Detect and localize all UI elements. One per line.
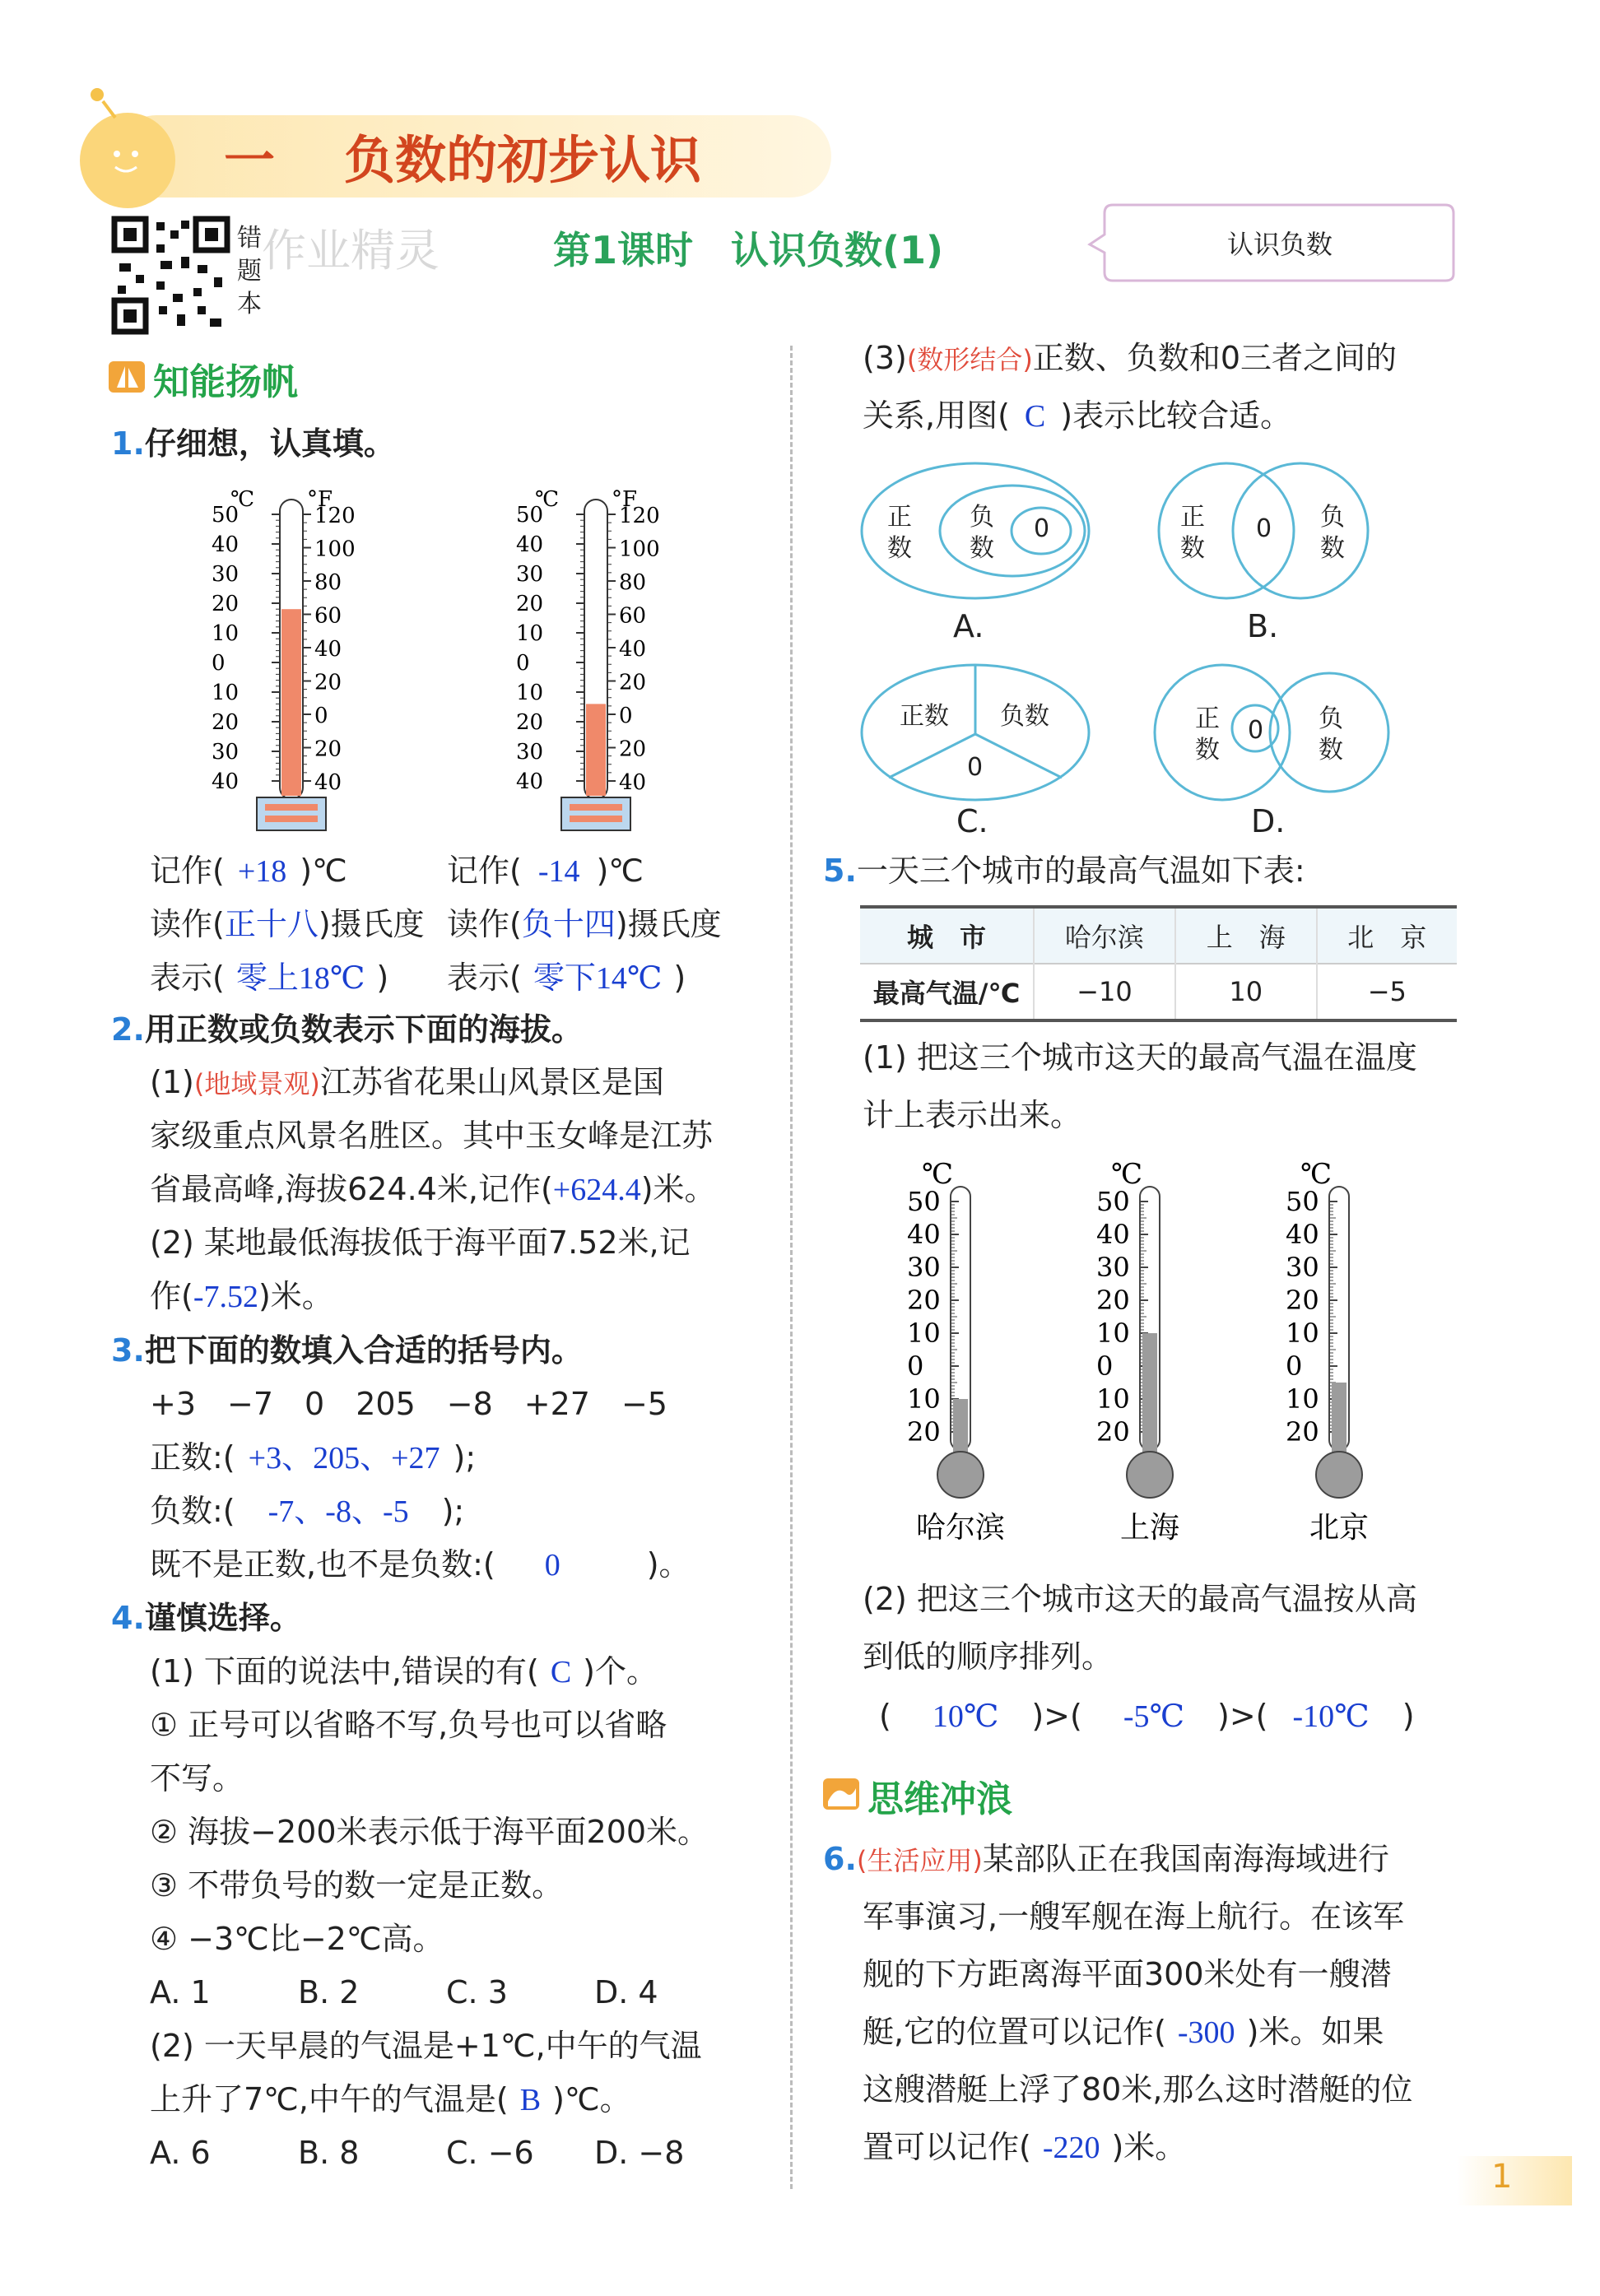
unit-c-label: ℃ [535,487,560,512]
tag-regional: (地域景观) [193,1068,320,1099]
venn-b-negative: 负数 [1320,503,1345,563]
q4-options-2 [150,2134,684,2173]
scale-label: 40 [1286,1219,1319,1250]
scale-c-label: 30 [212,740,240,765]
venn-b-zero: 0 [1256,514,1272,543]
scale-c-label: 30 [516,740,544,765]
thermometer-1 [210,481,374,835]
answer-q6-2: -220 [1042,2131,1100,2165]
answer-q1-t1-record: +18 [237,854,287,889]
q1-t1-read: 读作(正十八)摄氏度 [150,906,425,942]
scale-label: 50 [1286,1186,1319,1217]
scale-c-label: 40 [212,769,240,794]
scale-c-label: 10 [516,621,544,646]
venn-a-positive: 正数 [887,503,912,563]
scale-c-label: 40 [212,532,240,557]
q5-p1-line2: 计上表示出来。 [863,1097,1082,1133]
q5-p2-line1: (2) 把这三个城市这天的最高气温按从高 [863,1581,1417,1617]
base-stripe [265,816,318,822]
qr-label: 错题本 [237,224,262,318]
table-header: 上 海 [1175,907,1317,964]
scale-f-label: 40 [619,770,647,795]
base-stripe [570,804,622,811]
city-label: 北京 [1309,1511,1370,1545]
scale-label: 10 [1286,1318,1319,1349]
scale-f-label: 20 [619,737,647,762]
scale-c-label: 20 [516,592,544,616]
scale-f-label: 0 [619,704,633,728]
venn-c-zero: 0 [967,753,984,782]
q1-t1-record: 记作( +18 )℃ [150,853,347,889]
mercury-column [586,704,606,796]
venn-a-label: A. [953,608,984,644]
q5-title: 一天三个城市的最高气温如下表: [856,853,1305,889]
q2-p1-line2: 家级重点风景名胜区。其中玉女峰是江苏 [150,1118,714,1154]
unit-f-label: °F [307,487,333,512]
q4-statement-3: ③ 不带负号的数一定是正数。 [150,1867,564,1903]
city-label: 上海 [1119,1511,1180,1545]
q1-number: 1. [111,425,145,462]
table-header: 哈尔滨 [1034,907,1175,964]
scale-label: 20 [907,1285,941,1316]
base-stripe [265,804,318,811]
scale-f-label: 60 [619,603,647,629]
scale-f-label: 40 [619,637,647,662]
q6-line6: 置可以记作( -220 )米。 [863,2129,1187,2165]
q4-statement-4: ④ −3℃比−2℃高。 [150,1921,444,1957]
tag-number-shape: (数形结合) [906,344,1033,375]
answer-q1-t2-mean: 零下14℃ [533,961,663,996]
q4-statement-2: ② 海拔−200米表示低于海平面200米。 [150,1814,709,1850]
venn-a-negative: 负数 [970,503,994,563]
q2-p2-line1: (2) 某地最低海拔低于海平面7.52米,记 [150,1225,691,1261]
scale-c-label: 20 [212,710,240,735]
q4-options-1 [150,1973,658,2013]
scale-label: 30 [907,1252,941,1283]
q4-p3-line1: (3)(数形结合)正数、负数和0三者之间的 [863,340,1397,376]
scale-f-label: 100 [314,537,356,562]
scale-f-label: 40 [314,637,342,662]
scale-f-label: 120 [314,504,356,528]
scale-label: 20 [907,1416,941,1448]
q4-statement-1b: 不写。 [150,1760,244,1796]
answer-q6-1: -300 [1177,2015,1235,2050]
scale-label: 0 [1096,1350,1114,1382]
unit-f-label: °F [612,487,638,512]
venn-d-zero: 0 [1248,716,1264,745]
answer-q2-1: +624.4 [552,1173,641,1207]
answer-q5-order-2: -5℃ [1123,1699,1185,1734]
q6-line5: 这艘潜艇上浮了80米,那么这时潜艇的位 [863,2071,1413,2108]
scale-label: 50 [1096,1186,1130,1217]
scale-label: 30 [1286,1252,1319,1283]
venn-d-negative: 负数 [1319,704,1343,765]
scale-f-label: 100 [619,537,660,562]
scale-c-label: 0 [516,651,530,676]
q4-p3-line2: 关系,用图( C )表示比较合适。 [863,397,1292,434]
option: D. 4 [594,1974,658,2010]
q3-zero: 既不是正数,也不是负数:( 0 )。 [150,1546,691,1583]
watermark: 作业精灵 [262,225,440,277]
mercury-column [281,609,301,796]
scale-label: 20 [1096,1285,1130,1316]
page-number: 1 [1491,2158,1513,2196]
scale-c-label: 10 [516,681,544,705]
city-thermometers [905,1152,1416,1555]
q6-line4: 艇,它的位置可以记作( -300 )米。如果 [863,2014,1384,2050]
scale-label: 20 [1286,1285,1319,1316]
venn-d-label: D. [1251,803,1286,839]
answer-q1-t2-record: -14 [537,854,580,889]
scale-c-label: 50 [212,503,240,528]
q1-t1-mean: 表示( 零上18℃ ) [150,960,389,996]
unit-c-label: ℃ [230,487,255,512]
answer-q3-zero: 0 [544,1548,560,1583]
scale-label: 20 [1286,1416,1319,1448]
q5-p1-line1: (1) 把这三个城市这天的最高气温在温度 [863,1039,1417,1076]
scale-f-label: 20 [314,670,342,695]
lesson-title: 第1课时 认识负数(1) [553,228,944,272]
scale-c-label: 40 [516,769,544,794]
scale-f-label: 60 [314,603,342,629]
q3-numbers: +3 −7 0 205 −8 +27 −5 [150,1386,667,1422]
thermometer-2 [514,481,679,835]
scale-label: 0 [1286,1350,1303,1382]
q2-p1-line3: 省最高峰,海拔624.4米,记作(+624.4)米。 [150,1171,716,1207]
section-title-2: 思维冲浪 [867,1778,1012,1820]
thermometer-base [561,797,630,830]
table-header: 城 市 [860,907,1034,964]
q4-p2-line2: 上升了7℃,中午的气温是( B )℃。 [150,2081,631,2117]
base-stripe [570,816,622,822]
unit-number: 一 [224,130,276,190]
option: D. −8 [594,2135,685,2171]
thermometer-bulb [937,1452,984,1498]
thermometer-base [257,797,326,830]
venn-b-positive: 正数 [1180,503,1205,563]
scale-c-label: 10 [212,681,240,705]
scale-label: 40 [907,1219,941,1250]
answer-q5-order-1: 10℃ [932,1699,999,1734]
scale-f-label: 80 [619,570,647,595]
scale-f-label: 40 [314,770,342,795]
answer-q1-t1-mean: 零上18℃ [235,961,365,996]
q2-p1-line1: (1)(地域景观)江苏省花果山风景区是国 [150,1064,664,1100]
q4-title: 谨慎选择。 [144,1600,301,1636]
q5-number: 5. [823,853,857,889]
scale-c-label: 20 [516,710,544,735]
q6-line3: 舰的下方距离海平面300米处有一艘潜 [863,1956,1392,1992]
table-cell: −5 [1367,976,1407,1007]
venn-c-label: C. [956,803,988,839]
q3-positive: 正数:( +3、205、+27 ); [150,1439,477,1476]
scale-label: 50 [907,1186,941,1217]
answer-q4-1: C [550,1655,572,1689]
answer-q3-positive: +3、205、+27 [248,1441,440,1476]
q2-title: 用正数或负数表示下面的海拔。 [144,1011,583,1048]
q1-t2-record: 记作( -14 )℃ [447,853,644,889]
mercury-column [1142,1333,1157,1457]
scale-label: 40 [1096,1219,1130,1250]
scale-label: 10 [1096,1383,1130,1415]
scale-c-label: 50 [516,503,544,528]
venn-a-zero: 0 [1034,514,1050,543]
q2-p2-line2: 作(-7.52)米。 [150,1278,333,1314]
unit-label: ℃ [1300,1158,1333,1191]
qr-code[interactable] [111,216,230,335]
scale-label: 20 [1096,1416,1130,1448]
thermometer-bulb [1127,1452,1173,1498]
scale-f-label: 120 [619,504,660,528]
section-title-1: 知能扬帆 [153,361,298,403]
scale-label: 10 [1286,1383,1319,1415]
scale-label: 10 [1096,1318,1130,1349]
scale-c-label: 40 [516,532,544,557]
mercury-column [1332,1383,1347,1457]
scale-c-label: 30 [516,562,544,587]
answer-q2-2: -7.52 [193,1280,258,1314]
sail-icon [107,356,147,396]
option: C. 3 [446,1974,508,2010]
answer-q1-t1-read: 正十八 [224,908,319,942]
scale-label: 0 [907,1350,924,1382]
answer-q4-2: B [519,2083,542,2117]
temperature-table [860,905,1457,1022]
table-header: 北 京 [1317,907,1457,964]
scale-label: 10 [907,1318,941,1349]
q4-p2-line1: (2) 一天早晨的气温是+1℃,中午的气温 [150,2028,702,2064]
q6-number: 6. [823,1841,857,1877]
answer-q1-t2-read: 负十四 [521,908,616,942]
scale-f-label: 80 [314,570,342,595]
venn-b-label: B. [1247,608,1279,644]
unit-label: ℃ [922,1158,954,1191]
scale-f-label: 20 [314,737,342,762]
page-number-tab [1457,2156,1572,2205]
venn-c[interactable] [856,658,1095,806]
option: C. −6 [446,2135,534,2171]
unit-label: ℃ [1111,1158,1143,1191]
unit-title: 负数的初步认识 [344,130,702,190]
q4-statement-1a: ① 正号可以省略不写,负号也可以省略 [150,1707,667,1743]
table-cell: 10 [1175,964,1317,1020]
q3-negative: 负数:( -7、-8、-5 ); [150,1493,465,1529]
scale-c-label: 0 [212,651,226,676]
answer-q4-3: C [1024,399,1046,434]
table-cell: 最高气温/℃ [860,964,1034,1020]
venn-c-negative: 负数 [1000,702,1049,731]
scale-c-label: 30 [212,562,240,587]
venn-c-positive: 正数 [900,702,949,731]
scale-label: 10 [907,1383,941,1415]
venn-d-positive: 正数 [1195,704,1220,765]
tag-life: (生活应用) [856,1845,983,1876]
column-divider [790,346,793,2189]
q2-number: 2. [111,1011,145,1048]
scale-c-label: 20 [212,592,240,616]
thermometer-bulb [1316,1452,1362,1498]
q4-p1: (1) 下面的说法中,错误的有( C )个。 [150,1653,658,1689]
scale-label: 30 [1096,1252,1130,1283]
q3-number: 3. [111,1332,145,1369]
scale-c-label: 10 [212,621,240,646]
city-label: 哈尔滨 [915,1511,1006,1545]
q5-order: ( 10℃ )>( -5℃ )>( -10℃ ) [879,1698,1415,1734]
topic-box: 认识负数 [1226,229,1333,260]
q4-number: 4. [111,1600,145,1636]
q5-p2-line2: 到低的顺序排列。 [863,1638,1114,1675]
q1-title: 仔细想，认真填。 [144,425,395,462]
option: B. 2 [298,1974,360,2010]
option: A. 6 [150,2135,211,2171]
q6-line2: 军事演习,一艘军舰在海上航行。在该军 [863,1899,1405,1935]
scale-f-label: 20 [619,670,647,695]
q1-t2-mean: 表示( 零下14℃ ) [447,960,686,996]
q6-line1: 6.(生活应用)某部队正在我国南海海域进行 [823,1841,1389,1877]
table-cell: −10 [1034,964,1175,1020]
answer-q5-order-3: -10℃ [1292,1699,1370,1734]
option: B. 8 [298,2135,360,2171]
wave-icon [821,1773,861,1813]
answer-q3-negative: -7、-8、-5 [267,1494,409,1529]
venn-d[interactable] [1148,658,1395,806]
mercury-column [953,1399,968,1457]
q3-title: 把下面的数填入合适的括号内。 [144,1332,583,1369]
option: A. 1 [150,1974,211,2010]
q1-t2-read: 读作(负十四)摄氏度 [447,906,722,942]
scale-f-label: 0 [314,704,328,728]
